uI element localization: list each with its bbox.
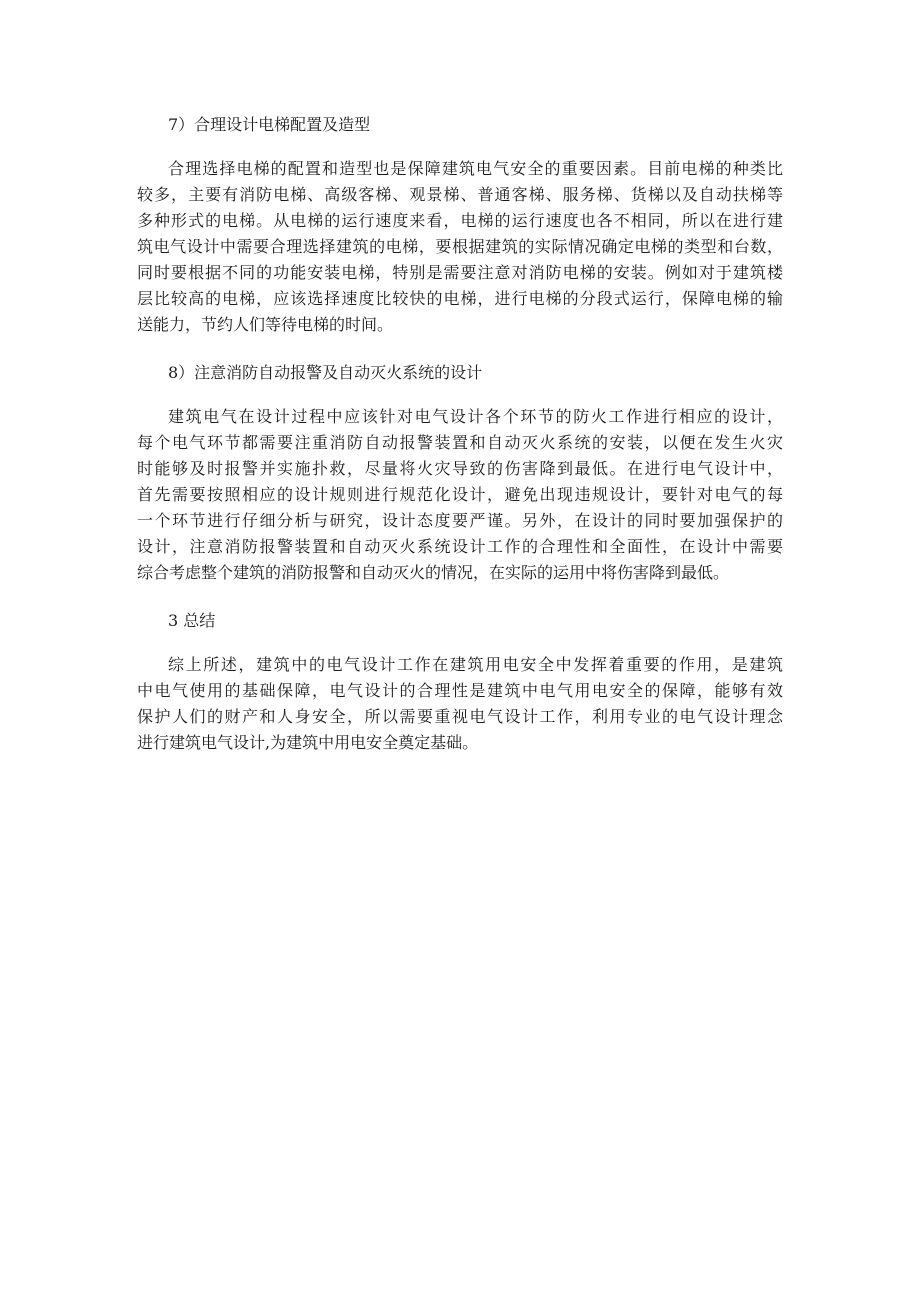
paragraph-line: 层比较高的电梯，应该选择速度比较快的电梯，进行电梯的分段式运行，保障电梯的输 xyxy=(137,289,783,308)
paragraph-line: 筑电气设计中需要合理选择建筑的电梯，要根据建筑的实际情况确定电梯的类型和台数， xyxy=(137,237,783,256)
paragraph-line: 首先需要按照相应的设计规则进行规范化设计，避免出现违规设计，要针对电气的每 xyxy=(137,485,783,504)
paragraph-line: 一个环节进行仔细分析与研究，设计态度要严谨。另外，在设计的同时要加强保护的 xyxy=(137,511,783,530)
paragraph-line: 送能力，节约人们等待电梯的时间。 xyxy=(137,315,394,334)
section-heading-summary: 3 总结 xyxy=(168,611,216,630)
paragraph-line: 时能够及时报警并实施扑救，尽量将火灾导致的伤害降到最低。在进行电气设计中， xyxy=(137,459,783,478)
paragraph-line: 较多，主要有消防电梯、高级客梯、观景梯、普通客梯、服务梯、货梯以及自动扶梯等 xyxy=(137,185,783,204)
document-body xyxy=(137,112,783,756)
section-heading-7: 7）合理设计电梯配置及造型 xyxy=(168,115,371,134)
section-paragraph-7 xyxy=(137,156,783,338)
section-paragraph-summary xyxy=(137,652,783,756)
paragraph-line: 设计，注意消防报警装置和自动灭火系统设计工作的合理性和全面性，在设计中需要 xyxy=(137,537,783,556)
paragraph-line: 中电气使用的基础保障，电气设计的合理性是建筑中电气用电安全的保障，能够有效 xyxy=(137,681,783,700)
paragraph-line: 多种形式的电梯。从电梯的运行速度来看，电梯的运行速度也各不相同，所以在进行建 xyxy=(137,211,783,230)
section-heading-8: 8）注意消防自动报警及自动灭火系统的设计 xyxy=(168,363,483,382)
paragraph-line: 合理选择电梯的配置和造型也是保障建筑电气安全的重要因素。目前电梯的种类比 xyxy=(168,159,783,178)
paragraph-line: 同时要根据不同的功能安装电梯，特别是需要注意对消防电梯的安装。例如对于建筑楼 xyxy=(137,263,783,282)
paragraph-line: 每个电气环节都需要注重消防自动报警装置和自动灭火系统的安装，以便在发生火灾 xyxy=(137,433,783,452)
paragraph-line: 保护人们的财产和人身安全，所以需要重视电气设计工作，利用专业的电气设计理念 xyxy=(137,707,783,726)
paragraph-line: 综合考虑整个建筑的消防报警和自动灭火的情况，在实际的运用中将伤害降到最低。 xyxy=(137,563,730,582)
section-paragraph-8 xyxy=(137,404,783,586)
paragraph-line: 进行建筑电气设计,为建筑中用电安全奠定基础。 xyxy=(137,733,479,752)
paragraph-line: 综上所述，建筑中的电气设计工作在建筑用电安全中发挥着重要的作用，是建筑 xyxy=(168,655,783,674)
paragraph-line: 建筑电气在设计过程中应该针对电气设计各个环节的防火工作进行相应的设计， xyxy=(168,407,783,426)
